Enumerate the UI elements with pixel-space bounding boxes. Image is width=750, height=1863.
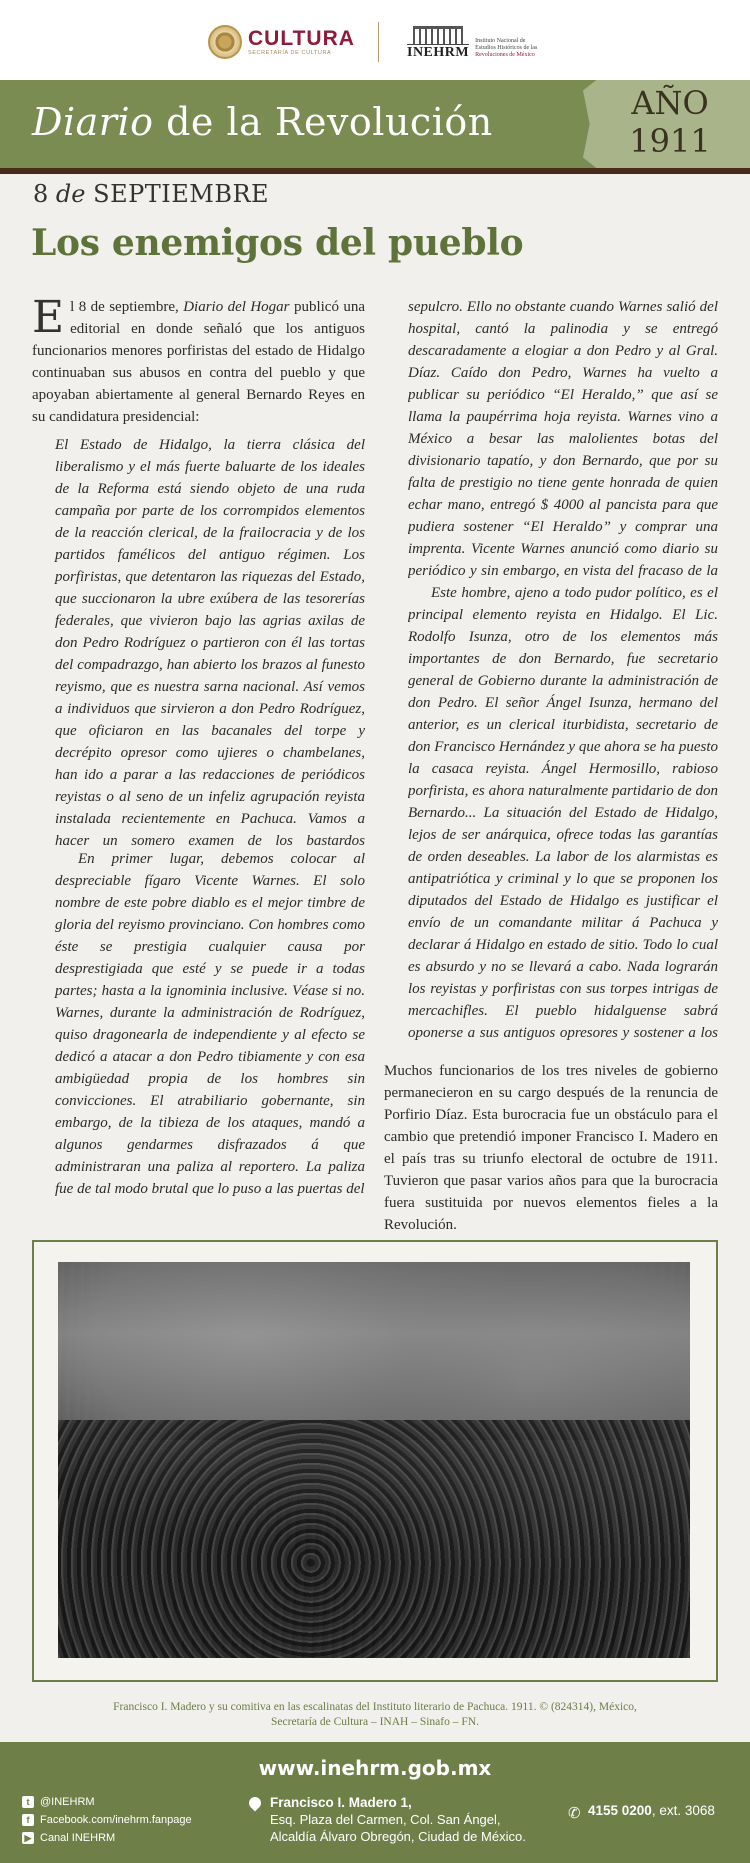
year-label: AÑO 1911 (629, 84, 711, 160)
social-links (22, 1793, 192, 1847)
facebook-link[interactable]: f Facebook.com/inehrm.fanpage (22, 1811, 192, 1829)
quote-paragraph-2: En primer lugar, debemos colocar al despreciable fígaro Vicente Warnes. El solo nombre de este pobre diablo es el mejor timbre de gloria del reyismo provinciano. Con hombres como éste se prestigia cualquier causa por desprestigiada que esté y se puede ir a todas partes; hasta a la ignominia inclusive. Véase si no. Warnes, durante la administración de Rodríguez, quiso dragonearla de independiente y al efecto se dedicó a atacar a don Pedro tibiamente y con esa ambigüedad propia de los hombres sin convicciones. El atrabiliario gobernante, sin embargo, de la tibieza de los ataques, mandó a algunos gendarmes disfrazados á que administraran una paliza al reportero. La paliza fue de tal modo brutal que lo puso a las puertas del (55, 851, 365, 1197)
publication-title: Diario de la Revolución (32, 100, 493, 144)
historical-photo[interactable] (58, 1262, 690, 1658)
cultura-logo[interactable] (208, 24, 355, 60)
quote-paragraph-1: El Estado de Hidalgo, la tierra clásica del liberalismo y el más fuerte baluarte de los ideales de la Reforma está siendo objeto de una ruda campaña por parte de los corrompidos elementos de la reacción clerical, de la frailocracia y de los partidos famélicos del antiguo régimen. Los porfiristas, que detentaron las riquezas del Estado, que succionaron la ubre exúbera de las tesorerías federales, que vivieron bajo las agrias axilas de don Pedro Rodríguez o partieron con él las tortas del compadrazgo, han abierto los brazos al funesto reyismo, que es nuestra sarna nacional. Así vemos a individuos que sirvieron a don Pedro Rodríguez, que oficiaron en las bacanales del torpe y decrépito opresor como ujieres o chambelanes, han ido a parar a las redacciones de periódicos reyistas o al seno de un infeliz agrupación reyista instalada recientemente en Pachuca. Vamos a hacer un somero examen de los bastardos (55, 437, 365, 848)
photo-caption: Francisco I. Madero y su comitiva en las escalinatas del Instituto literario de Pachuca. 1911. © (824314), México, Secretaría de Cultura – INAH – Sinafo – FN. (113, 1701, 637, 1728)
address: Francisco I. Madero 1, Esq. Plaza del Carmen, Col. San Ángel, Alcaldía Álvaro Obregón, Ciudad de México. (270, 1795, 526, 1844)
cultura-subtitle: SECRETARÍA DE CULTURA (248, 50, 332, 56)
article-headline: Los enemigos del pueblo (31, 222, 524, 264)
quote-paragraph-2-continued: sepulcro. Ello no obstante cuando Warnes salió del hospital, cantó la palinodia y se entregó descaradamente a elogiar a don Pedro y al Gral. Díaz. Caído don Pedro, Warnes ha vuelto a publicar su periódico “El Heraldo,” que así se llama la paupérrima hoja reyista. Warnes vino a México a besar las malolientes botas del divisionario tapatío, y don Bernardo, que por su falta de prestigio no tiene gente honrada de quien echar mano, entregó $ 4000 al pancista para que pudiera sostener “El Heraldo” y comprar una imprenta. Vicente Warnes anunció como diario su periódico y sin embargo, en vista del fracaso de la (408, 299, 718, 579)
facebook-icon: f (22, 1814, 34, 1826)
article-intro: El 8 de septiembre, Diario del Hogar publicó una editorial en donde señaló que los antiguos funcionarios menores porfiristas del estado de Hidalgo continuaban sus abusos en contra del pueblo y que apoyaban abiertamente al general Bernardo Reyes en su candidatura presidencial: (32, 292, 366, 425)
phone-number[interactable]: 4155 0200, ext. 3068 (588, 1803, 715, 1818)
building-icon (413, 26, 463, 44)
eagle-seal-icon (208, 25, 242, 59)
logo-divider (378, 22, 379, 62)
phone-icon: ✆ (568, 1804, 581, 1822)
inehrm-logo[interactable] (407, 26, 537, 60)
article-column-right (384, 296, 718, 1233)
youtube-icon: ▶ (22, 1832, 34, 1844)
article-column-left (32, 292, 366, 1200)
entry-date: 8 de SEPTIEMBRE (33, 180, 270, 208)
closing-paragraph: Muchos funcionarios de los tres niveles de gobierno permanecieron en su cargo después de la renuncia de Porfirio Díaz. Esta burocracia fue un obstáculo para el cambio que pretendió imponer Francisco I. Madero en el país tras su triunfo electoral de octubre de 1911. Tuvieron que pasar varios años para que la burocracia fuera sustituida por nuevos elementos fieles a la Revolución. (384, 1063, 718, 1233)
youtube-link[interactable]: ▶ Canal INEHRM (22, 1829, 192, 1847)
logo-bar (0, 0, 750, 80)
twitter-icon: t (22, 1796, 34, 1808)
title-band-rule (0, 168, 750, 174)
inehrm-description: Instituto Nacional de Estudios Históricos de las Revoluciones de México (475, 38, 538, 58)
website-link[interactable]: www.inehrm.gob.mx (258, 1756, 492, 1780)
inehrm-wordmark: INEHRM (407, 45, 470, 60)
quote-paragraph-3: Este hombre, ajeno a todo pudor político, es el principal elemento reyista en Hidalgo. El Lic. Rodolfo Isunza, otro de los elementos más importantes de don Bernardo, fue secretario general de Gobierno durante la administración de don Pedro. El señor Ángel Isunza, hermano del anterior, es un clerical iturbidista, secretario de don Francisco Hernández y que ahora se ha puesto la casaca reyista. Ángel Hermosillo, rabioso porfirista, es ahora naturalmente partidario de don Bernardo... La situación del Estado de Hidalgo, lejos de ser anárquica, ofrece todas las garantías de orden deseables. La labor de los alarmistas es antipatriótica y criminal y lo que se proponen los diputados del Estado de Hidalgo es justificar el envío de un comandante militar á Pachuca y declarar á Hidalgo en estado de sitio. Todo lo cual es absurdo y no se llevará a cabo. Nada lograrán los reyistas y porfiristas con sus torpes intrigas de mercachifles. El pueblo hidalguense sabrá oponerse a sus antiguos opresores y sostener a los (408, 585, 718, 1041)
drop-cap: E (32, 292, 65, 343)
twitter-link[interactable]: t @INEHRM (22, 1793, 192, 1811)
cultura-wordmark: CULTURA (248, 27, 355, 50)
